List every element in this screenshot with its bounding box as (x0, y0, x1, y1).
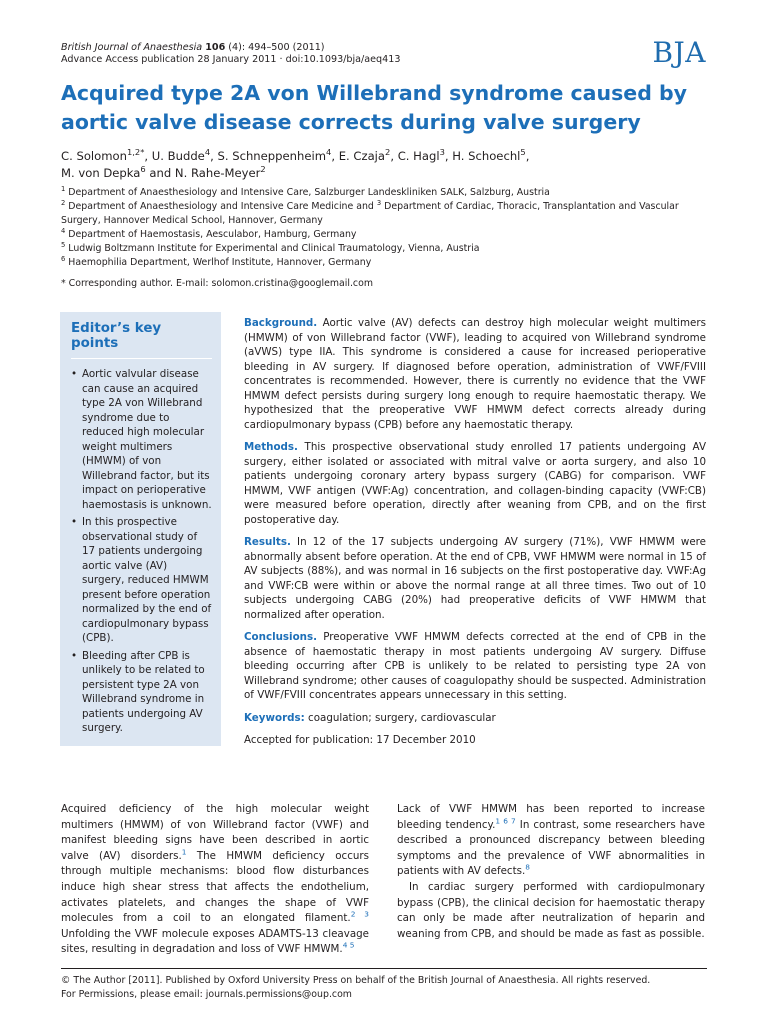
affiliation: $^1$ Department of Anaesthesiology and Intensive Care, Salzburger Landeskliniken SALK, Salzburg, Austria (61, 184, 550, 198)
key-point-item: • Aortic valvular disease can cause an acquired type 2A von Willebrand syndrome due to reduced high molecular weight multimers (HMWM) of von Willebrand factor, but its impact on perioperative haemostasis is unknown. (69, 367, 212, 512)
body-paragraph: Acquired deficiency of the high molecular weight multimers (HMWM) of von Willebrand factor (VWF) and manifest bleeding signs have been described in aortic valve (AV) disorders.$^1$ The HMWM deficiency occurs through multiple mechanisms: blood flow disturbances induce high shear stress that affects the endothelium, activates platelets, and changes the shape of VWF molecules from a coil to an elongated filament.$^{2 3}$ Unfolding the VWF molecule exposes ADAMTS-13 cleavage sites, resulting in degradation and loss of VWF HMWM.$^{4 5}$ (61, 803, 369, 956)
affiliation: $^5$ Ludwig Boltzmann Institute for Experimental and Clinical Traumatology, Vienna, Austria (61, 240, 480, 254)
author: H. Schoechl$^5$, (452, 147, 530, 163)
author: E. Czaja$^2$, (338, 147, 398, 163)
copyright-line: © The Author [2011]. Published by Oxford University Press on behalf of the British Journal of Anaesthesia. All rights reserved. (61, 975, 651, 986)
body-paragraph: In cardiac surgery performed with cardiopulmonary bypass (CPB), the clinical decision for haemostatic therapy can only be made after neutralization of heparin and weaning from CPB, and should be made as fast as possible. (397, 880, 705, 940)
abstract (244, 316, 706, 756)
abstract-results: Results. In 12 of the 17 subjects undergoing AV surgery (71%), VWF HMWM were abnormally absent before operation. At the end of CPB, VWF HMWM were normal in 15 of AV subjects (88%), and was normal in 16 subjects on the first postoperative day. VWF:Ag and VWF:CB were within or above the normal range at all three times. Two out of 10 subjects undergoing CABG (20%) had preoperative deficits of VWF HMWM that normalized after operation. (244, 536, 706, 621)
key-points-title: Editor’s key points (71, 321, 212, 359)
bja-logo: BJA (652, 36, 706, 69)
citation-link[interactable]: 1 6 7 (495, 816, 516, 826)
article-title: Acquired type 2A von Willebrand syndrome caused by aortic valve disease corrects during valve surgery (61, 81, 688, 134)
corresponding-author: * Corresponding author. E-mail: solomon.cristina@googlemail.com (61, 278, 373, 289)
author: C. Hagl$^3$, (397, 147, 453, 163)
footer-copyright (61, 968, 707, 1002)
citation-link[interactable]: 8 (525, 862, 530, 872)
body-column-left (61, 802, 369, 958)
affiliation: $^4$ Department of Haemostasis, Aesculabor, Hamburg, Germany (61, 226, 357, 240)
key-point-item: • In this prospective observational study of 17 patients undergoing aortic valve (AV) surgery, reduced HMWM present before operation normalized by the end of cardiopulmonary bypass (CPB). (69, 515, 212, 646)
body-column-right (397, 802, 705, 942)
abstract-keywords: Keywords: coagulation; surgery, cardiovascular (244, 711, 496, 724)
author: N. Rahe-Meyer$^2$ (174, 164, 266, 180)
author: C. Solomon$^{1,2*}$, (61, 147, 152, 163)
key-points-list (69, 367, 212, 736)
author: U. Budde$^4$, (151, 147, 218, 163)
journal-volume: 106 (205, 42, 226, 53)
affiliation: $^2$ Department of Anaesthesiology and Intensive Care Medicine and $^3$ Department of Cardiac, Thoracic, Transplantation and Vascular Surgery, Hannover Medical School, Hannover, Germany (61, 198, 679, 226)
key-point-item: • Bleeding after CPB is unlikely to be related to persistent type 2A von Willebrand syndrome in patients undergoing AV surgery. (69, 649, 212, 736)
editors-key-points-box (60, 312, 221, 746)
journal-name: British Journal of Anaesthesia (61, 42, 203, 53)
affiliation: $^6$ Haemophilia Department, Werlhof Institute, Hannover, Germany (61, 254, 372, 268)
accepted-date: Accepted for publication: 17 December 2010 (244, 734, 476, 746)
abstract-background: Background. Aortic valve (AV) defects can destroy high molecular weight multimers (HMWM) of von Willebrand factor (VWF), leading to acquired von Willebrand syndrome (aVWS) type IIA. This syndrome is considered a cause for increased perioperative bleeding in AV surgery. If diagnosed before operation, administration of VWF/FVIII concentrates is recommended. However, there is currently no evidence that the VWF HMWM defect persists during surgery long enough to require haemostatic therapy. We hypothesized that the preoperative VWF HMWM defect corrects already during cardiopulmonary bypass (CPB) before any haemostatic therapy. (244, 317, 706, 431)
citation-link[interactable]: 4 5 (342, 940, 355, 950)
journal-citation (61, 42, 400, 66)
citation-link[interactable]: 2 3 (350, 909, 369, 919)
body-paragraph: Lack of VWF HMWM has been reported to increase bleeding tendency.$^{1 6 7}$ In contrast, some researchers have described a pronounced discrepancy between bleeding symptoms and the prevalence of VWF abnormalities in patients with AV defects.$^8$ (397, 803, 705, 878)
abstract-conclusions: Conclusions. Preoperative VWF HMWM defects corrected at the end of CPB in the absence of haemostatic therapy in most patients undergoing AV surgery. Diffuse bleeding occurring after CPB is unlikely to be related to persisting type 2A von Willebrand syndrome; other causes of coagulopathy should be suspected. Administration of VWF/FVIII concentrates appears unnecessary in this setting. (244, 631, 706, 701)
abstract-methods: Methods. This prospective observational study enrolled 17 patients undergoing AV surgery, either isolated or associated with mitral valve or aorta surgery, and also 10 patients undergoing coronary artery bypass surgery (CABG) for comparison. VWF HMWM, VWF antigen (VWF:Ag) concentration, and collagen-binding capacity (VWF:CB) were measured before operation, directly after weaning from CPB, and on the first postoperative day. (244, 441, 706, 526)
journal-issue-pages: (4): 494–500 (2011) (225, 42, 325, 53)
author: S. Schneppenheim$^4$, (217, 147, 339, 163)
permissions-line: For Permissions, please email: journals.permissions@oup.com (61, 989, 352, 1000)
author: M. von Depka$^6$ and (61, 164, 175, 180)
advance-access-line: Advance Access publication 28 January 2011 · doi:10.1093/bja/aeq413 (61, 54, 401, 65)
citation-link[interactable]: 1 (181, 847, 187, 857)
affiliation-list (61, 186, 711, 270)
author-list (61, 148, 681, 182)
